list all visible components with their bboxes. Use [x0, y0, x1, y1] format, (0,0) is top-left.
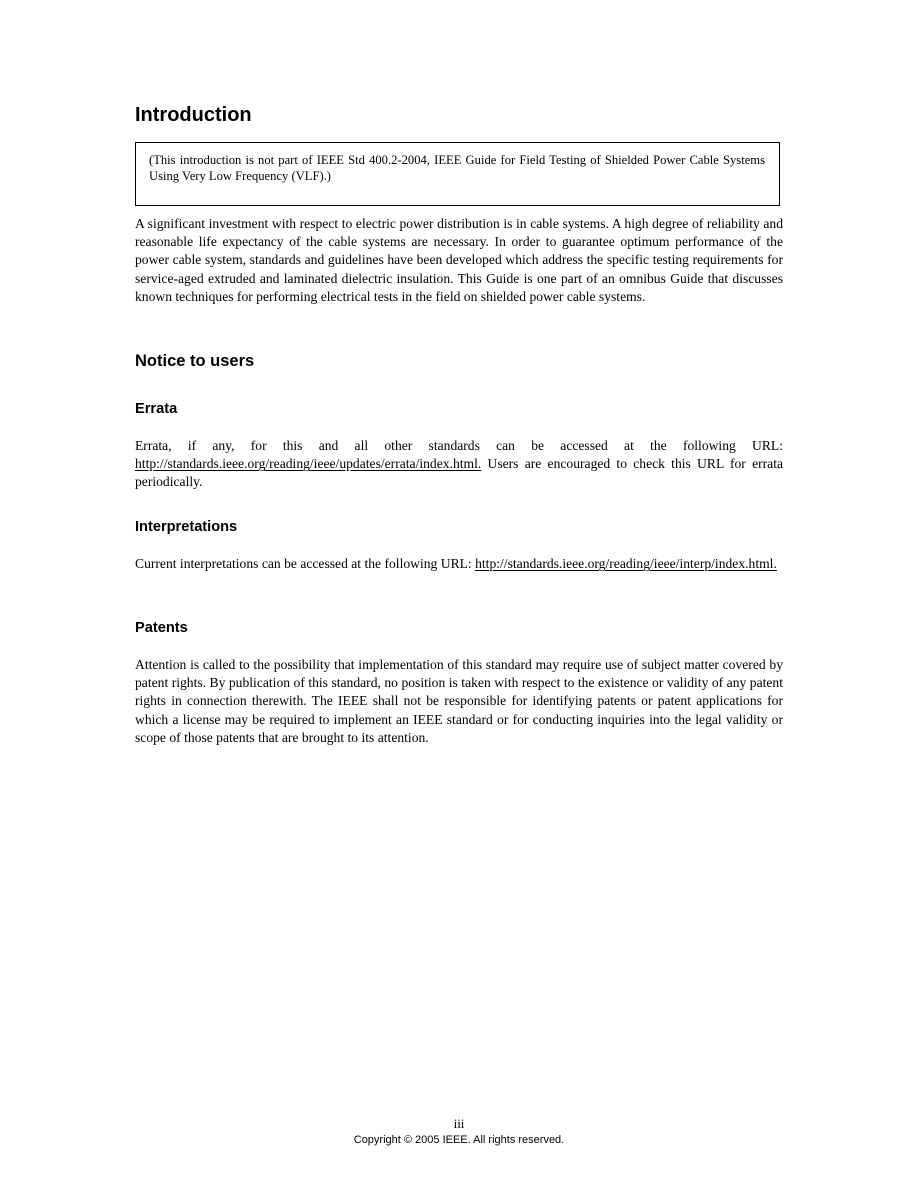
errata-url-link[interactable]: http://standards.ieee.org/reading/ieee/updates/errata/index.html. — [135, 456, 482, 472]
notice-heading: Notice to users — [135, 352, 255, 370]
errata-text-after: Users are encouraged to check this URL for errata periodically. — [135, 456, 783, 490]
interpretations-paragraph — [135, 555, 783, 573]
copyright-notice: Copyright © 2005 IEEE. All rights reserved. — [353, 1134, 565, 1146]
introduction-body: A significant investment with respect to electric power distribution is in cable systems. A high degree of reliability and reasonable life expectancy of the cable systems are necessary. In order to guarantee optimum performance of the power cable system, standards and guidelines have been developed which address the specific testing requirements for service-aged extruded and laminated dielectric insulation. This Guide is one part of an omnibus Guide that discusses known techniques for performing electrical tests in the field on shielded power cable systems. — [135, 216, 783, 304]
document-page — [135, 0, 783, 1188]
introduction-note-box — [135, 142, 780, 206]
introduction-note-text: (This introduction is not part of IEEE Std 400.2-2004, IEEE Guide for Field Testing of Shielded Power Cable Systems Using Very Low Frequency (VLF).) — [149, 153, 765, 183]
errata-heading: Errata — [135, 401, 178, 417]
errata-paragraph — [135, 437, 783, 492]
page-number: iii — [453, 1116, 465, 1131]
interpretations-text-before: Current interpretations can be accessed at the following URL: — [135, 556, 476, 571]
interpretations-heading: Interpretations — [135, 519, 238, 535]
interpretations-url-link[interactable]: http://standards.ieee.org/reading/ieee/interp/index.html. — [475, 556, 777, 571]
patents-body: Attention is called to the possibility that implementation of this standard may require use of subject matter covered by patent rights. By publication of this standard, no position is taken with respect to the existence or validity of any patent rights in connection therewith. The IEEE shall not be responsible for identifying patents or patent applications for which a license may be required to implement an IEEE standard or for conducting inquiries into the legal validity or scope of those patents that are brought to its attention. — [135, 657, 783, 745]
errata-text-before: Errata, if any, for this and all other standards can be accessed at the following URL: — [135, 438, 783, 453]
patents-heading: Patents — [135, 620, 188, 636]
introduction-heading: Introduction — [135, 104, 252, 126]
